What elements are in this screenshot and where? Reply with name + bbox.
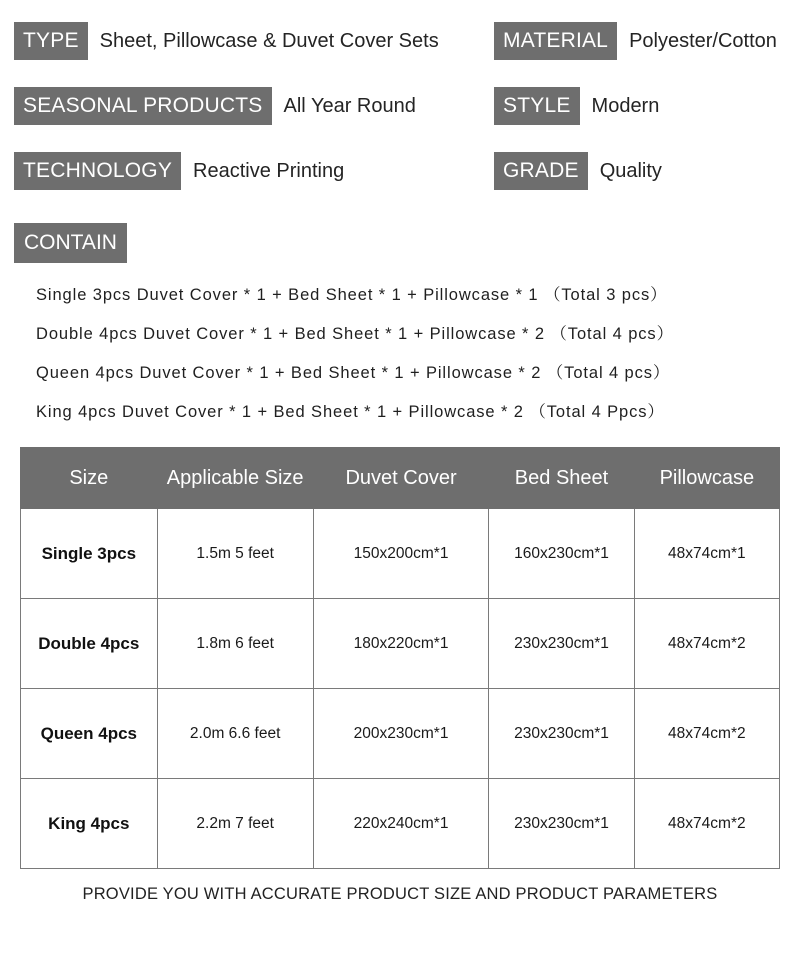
spec-label-material: MATERIAL bbox=[494, 22, 617, 60]
table-cell: 48x74cm*2 bbox=[634, 779, 779, 869]
table-cell: 48x74cm*2 bbox=[634, 689, 779, 779]
spec-item-seasonal-products bbox=[14, 87, 494, 125]
spec-item-style bbox=[494, 87, 786, 125]
table-row bbox=[21, 779, 780, 869]
table-header-size: Size bbox=[21, 448, 158, 509]
spec-label-type: TYPE bbox=[14, 22, 88, 60]
spec-value-seasonal-products: All Year Round bbox=[283, 94, 416, 117]
spec-item-material bbox=[494, 22, 786, 60]
spec-value-material: Polyester/Cotton bbox=[629, 29, 777, 52]
table-cell: 2.0m 6.6 feet bbox=[157, 689, 313, 779]
table-header-bed-sheet: Bed Sheet bbox=[489, 448, 634, 509]
spec-label-technology: TECHNOLOGY bbox=[14, 152, 181, 190]
table-cell: King 4pcs bbox=[21, 779, 158, 869]
table-cell: Single 3pcs bbox=[21, 509, 158, 599]
table-cell: 2.2m 7 feet bbox=[157, 779, 313, 869]
table-cell: 160x230cm*1 bbox=[489, 509, 634, 599]
spec-label-style: STYLE bbox=[494, 87, 580, 125]
spec-row bbox=[14, 152, 786, 190]
size-table-section bbox=[0, 437, 800, 869]
table-cell: 180x220cm*1 bbox=[313, 599, 489, 689]
spec-value-type: Sheet, Pillowcase & Duvet Cover Sets bbox=[99, 29, 439, 52]
table-cell: 230x230cm*1 bbox=[489, 599, 634, 689]
contain-line: Double 4pcs Duvet Cover * 1 + Bed Sheet * 1 + Pillowcase * 2 （Total 4 pcs） bbox=[36, 325, 674, 343]
spec-grid bbox=[0, 0, 800, 190]
table-cell: Double 4pcs bbox=[21, 599, 158, 689]
contain-list bbox=[14, 281, 786, 422]
spec-item-technology bbox=[14, 152, 494, 190]
spec-item-grade bbox=[494, 152, 786, 190]
spec-value-technology: Reactive Printing bbox=[193, 159, 345, 182]
table-cell: 200x230cm*1 bbox=[313, 689, 489, 779]
table-header-applicable-size: Applicable Size bbox=[157, 448, 313, 509]
table-cell: 48x74cm*1 bbox=[634, 509, 779, 599]
table-header-duvet-cover: Duvet Cover bbox=[313, 448, 489, 509]
spec-label-grade: GRADE bbox=[494, 152, 588, 190]
table-row bbox=[21, 509, 780, 599]
table-row bbox=[21, 689, 780, 779]
contain-line: Queen 4pcs Duvet Cover * 1 + Bed Sheet * 1 + Pillowcase * 2 （Total 4 pcs） bbox=[36, 364, 671, 382]
spec-row bbox=[14, 87, 786, 125]
spec-row bbox=[14, 22, 786, 60]
contain-label: CONTAIN bbox=[14, 223, 127, 263]
table-cell: 150x200cm*1 bbox=[313, 509, 489, 599]
table-cell: 1.8m 6 feet bbox=[157, 599, 313, 689]
footer-note: PROVIDE YOU WITH ACCURATE PRODUCT SIZE AND PRODUCT PARAMETERS bbox=[82, 885, 718, 903]
table-header-pillowcase: Pillowcase bbox=[634, 448, 779, 509]
table-cell: 1.5m 5 feet bbox=[157, 509, 313, 599]
table-cell: 48x74cm*2 bbox=[634, 599, 779, 689]
contain-section bbox=[0, 217, 800, 422]
table-header-row bbox=[21, 448, 780, 509]
contain-line: Single 3pcs Duvet Cover * 1 + Bed Sheet * 1 + Pillowcase * 1 （Total 3 pcs） bbox=[36, 286, 668, 304]
contain-line: King 4pcs Duvet Cover * 1 + Bed Sheet * 1 + Pillowcase * 2 （Total 4 Ppcs） bbox=[36, 403, 665, 421]
spec-value-grade: Quality bbox=[599, 159, 662, 182]
table-cell: 230x230cm*1 bbox=[489, 689, 634, 779]
table-cell: 230x230cm*1 bbox=[489, 779, 634, 869]
table-cell: 220x240cm*1 bbox=[313, 779, 489, 869]
spec-item-type bbox=[14, 22, 494, 60]
size-table bbox=[20, 447, 780, 869]
spec-label-seasonal-products: SEASONAL PRODUCTS bbox=[14, 87, 272, 125]
table-row bbox=[21, 599, 780, 689]
spec-value-style: Modern bbox=[591, 94, 660, 117]
table-cell: Queen 4pcs bbox=[21, 689, 158, 779]
